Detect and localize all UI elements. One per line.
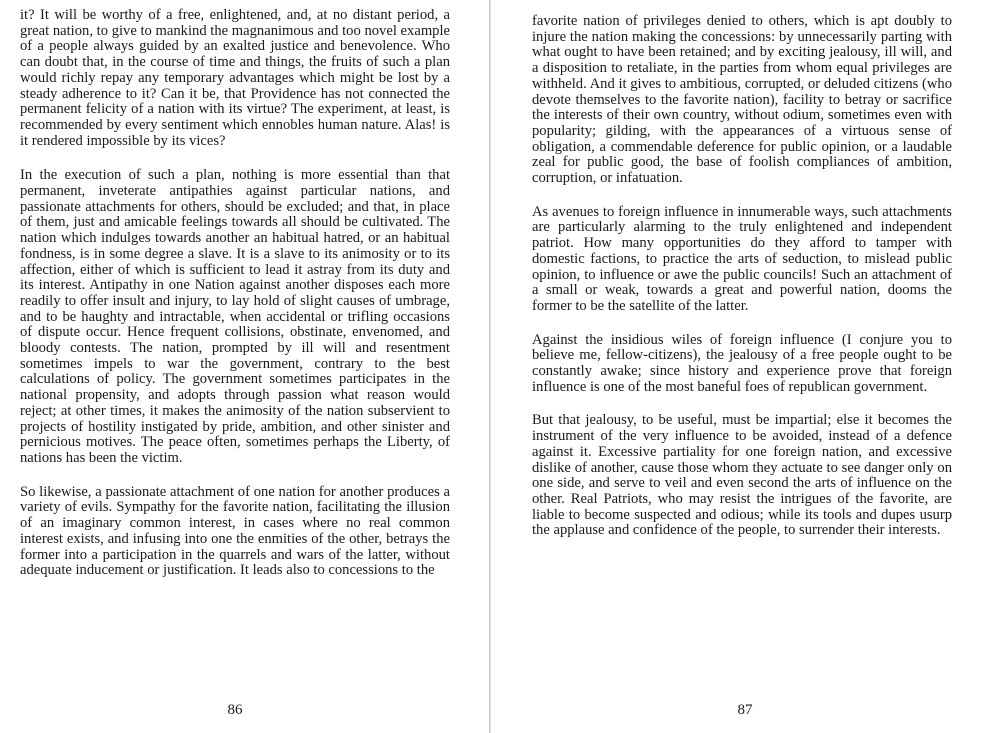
right-paragraph-4: But that jealousy, to be useful, must be impartial; else it becomes the instrument of the very influence to be avoided, instead of a defence against it. Excessive partiality for one foreign nation, and excessive dislike of another, cause those whom they actuate to see danger only on one side, and serve to veil and even second the arts of influence on the other. Real Patriots, who may resist the intrigues of the favorite, are liable to become suspected and odious; while its tools and dupes usurp the applause and confidence of the people, to surrender their interests.	[532, 412, 952, 539]
left-paragraph-1: it? It will be worthy of a free, enlightened, and, at no distant period, a great nation, to give to mankind the magnanimous and too novel example of a people always guided by an exalted justice and benevolence. Who can doubt that, in the course of time and things, the fruits of such a plan would richly repay any temporary advantages which might be lost by a steady adherence to it? Can it be, that Providence has not connected the permanent felicity of a nation with its virtue? The experiment, at least, is recommended by every sentiment which ennobles human nature. Alas! is it rendered impossible by its vices?	[20, 7, 450, 149]
left-paragraph-3: So likewise, a passionate attachment of one nation for another produces a variety of evils. Sympathy for the favorite nation, facilitating the illusion of an imaginary common interest, in cases where no real common interest exists, and infusing into one the enmities of the other, betrays the former into a participation in the quarrels and wars of the latter, without adequate inducement or justification. It leads also to concessions to the	[20, 483, 450, 579]
right-page-number: 87	[737, 702, 753, 718]
right-paragraph-2: As avenues to foreign influence in innumerable ways, such attachments are particularly alarming to the truly enlightened and independent patriot. How many opportunities do they afford to tamper with domestic factions, to practice the arts of seduction, to mislead public opinion, to influence or awe the public councils! Such an attachment of a small or weak, towards a great and powerful nation, dooms the former to be the satellite of the latter.	[532, 203, 952, 314]
left-page	[0, 0, 490, 733]
left-paragraph-2: In the execution of such a plan, nothing is more essential than that permanent, inveterate antipathies against particular nations, and passionate attachments for others, should be excluded; and that, in place of them, just and amicable feelings towards all should be cultivated. The nation which indulges towards another an habitual hatred, or an habitual fondness, is in some degree a slave. It is a slave to its animosity or to its affection, either of which is sufficient to lead it astray from its duty and its interest. Antipathy in one Nation against another disposes each more readily to offer insult and injury, to lay hold of slight causes of umbrage, and to be haughty and intractable, when accidental or trifling occasions of dispute occur. Hence frequent collisions, obstinate, envenomed, and bloody contests. The nation, prompted by ill will and resentment sometimes impels to war the government, contrary to the best calculations of policy. The government sometimes participates in the national propensity, and adopts through passion what reason would reject; at other times, it makes the animosity of the nation subservient to projects of hostility instigated by pride, ambition, and other sinister and pernicious motives. The peace often, sometimes perhaps the Liberty, of nations has been the victim.	[20, 167, 450, 466]
right-page	[490, 0, 980, 733]
right-paragraph-1: favorite nation of privileges denied to others, which is apt doubly to injure the nation making the concessions: by unnecessarily parting with what ought to have been retained; and by exciting jealousy, ill will, and a disposition to retaliate, in the parties from whom equal privileges are withheld. And it gives to ambitious, corrupted, or deluded citizens (who devote themselves to the favorite nation), facility to betray or sacrifice the interests of their own country, without odium, sometimes even with popularity; gilding, with the appearances of a virtuous sense of obligation, a commendable deference for public opinion, or a laudable zeal for public good, the base of foolish compliances of ambition, corruption, or infatuation.	[532, 13, 952, 187]
left-page-number: 86	[227, 702, 243, 718]
right-paragraph-3: Against the insidious wiles of foreign influence (I conjure you to believe me, fellow-citizens), the jealousy of a free people ought to be constantly awake; since history and experience prove that foreign influence is one of the most baneful foes of republican government.	[532, 331, 952, 395]
